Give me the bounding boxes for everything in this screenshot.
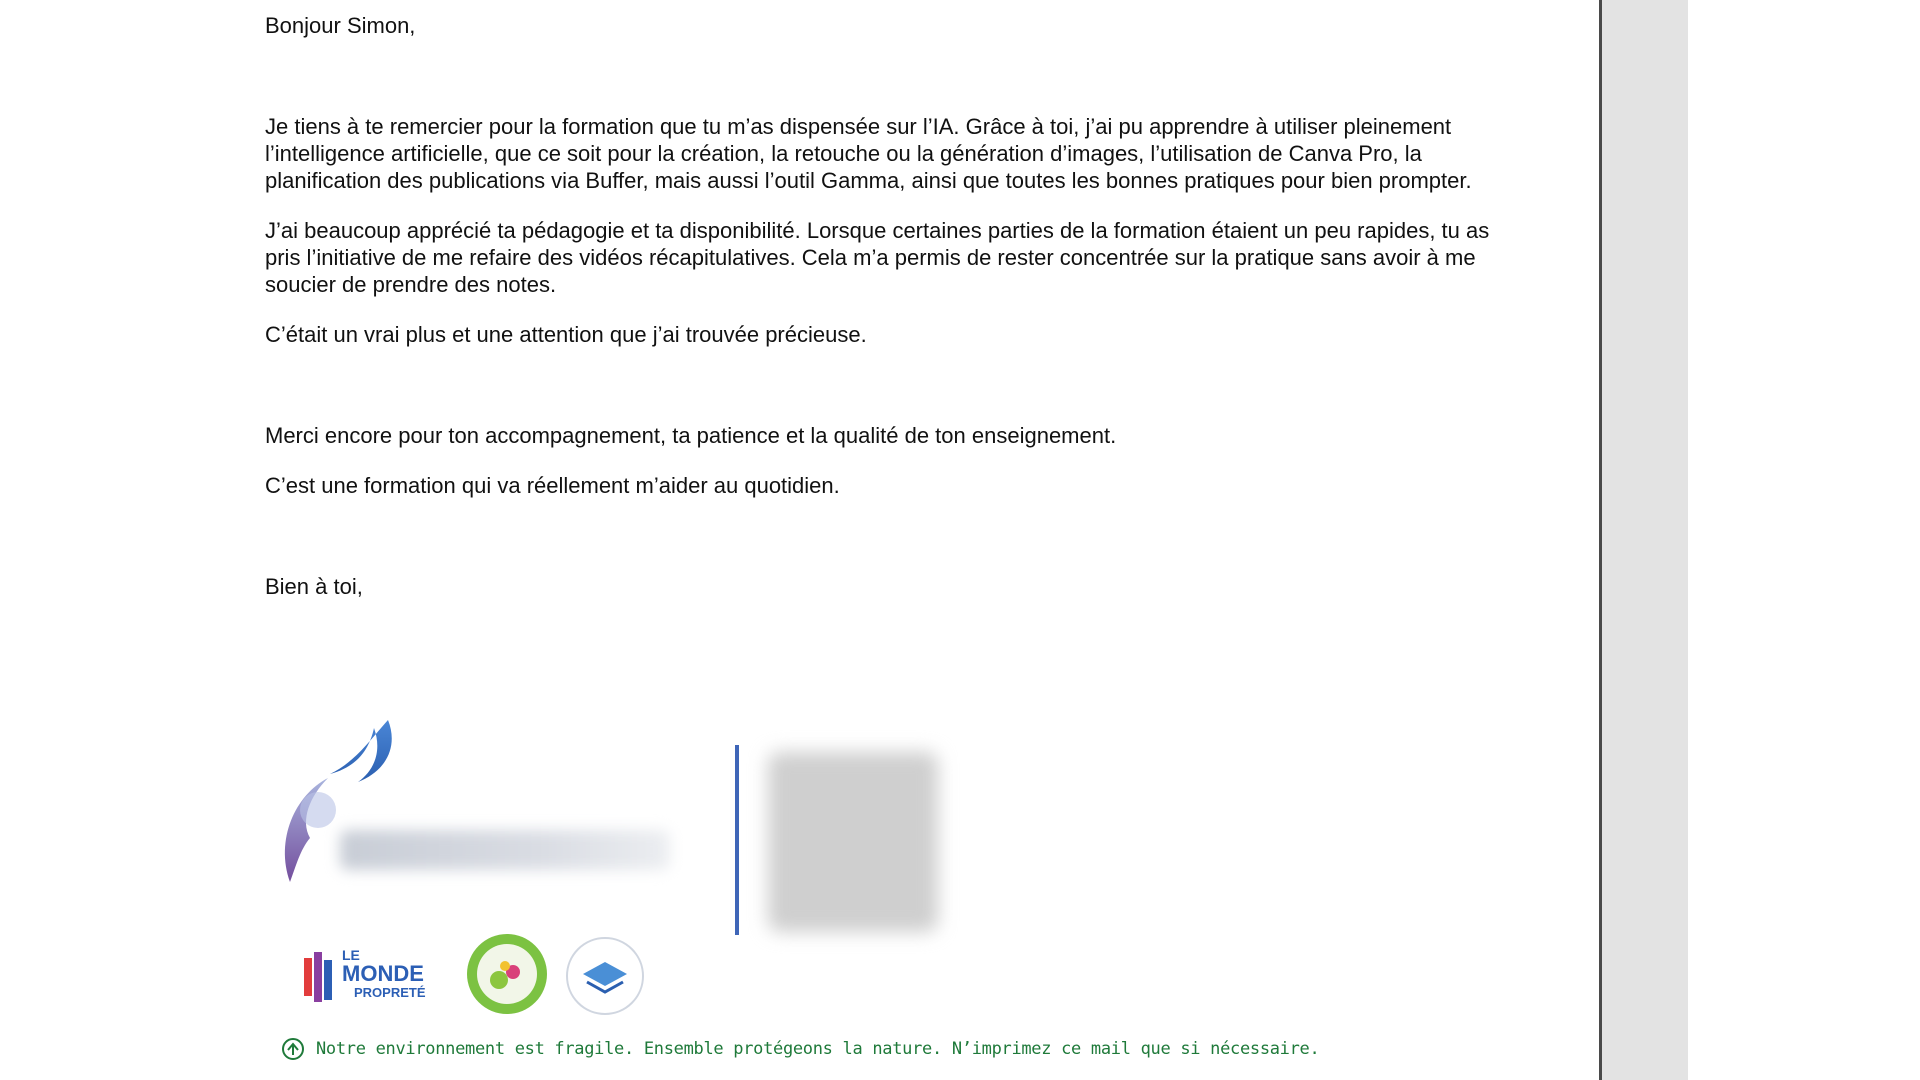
closing: Bien à toi,	[265, 574, 363, 599]
eco-notice-text: Notre environnement est fragile. Ensemble protégeons la nature. N’imprimez ce mail que si nécessaire.	[316, 1039, 1320, 1059]
badge-monde-text: MONDE	[342, 961, 424, 986]
certification-badges	[300, 930, 700, 1020]
green-label-badge-icon	[465, 932, 549, 1016]
paragraph-1: Je tiens à te remercier pour la formation que tu m’as dispensée sur l’IA. Grâce à toi, j’ai pu apprendre à utiliser pleinement l’intelligence artificielle, que ce soit pour la création, la retouche ou la génération d’images, l’utilisation de Canva Pro, la planification des publications via Buffer, mais aussi l’outil Gamma, ainsi que toutes les bonnes pratiques pour bien prompter.	[265, 114, 1472, 193]
email-signature	[270, 700, 970, 1020]
right-side-panel	[1599, 0, 1688, 1080]
badge-proprete-text: PROPRETÉ	[354, 985, 426, 1000]
qualiopi-badge-icon	[565, 936, 645, 1016]
email-body	[265, 12, 1515, 600]
blurred-company-name	[340, 830, 670, 870]
blurred-contact-info	[768, 752, 938, 932]
badge-le-text: LE	[342, 947, 360, 963]
outer-margin	[1688, 0, 1920, 1080]
paragraph-3: C’était un vrai plus et une attention que j’ai trouvée précieuse.	[265, 322, 867, 347]
recycle-globe-icon	[282, 1038, 304, 1060]
bird-logo-icon	[270, 700, 690, 920]
signature-divider	[735, 745, 739, 935]
greeting: Bonjour Simon,	[265, 13, 416, 38]
paragraph-2: J’ai beaucoup apprécié ta pédagogie et ta disponibilité. Lorsque certaines parties de la formation étaient un peu rapides, tu as pris l’initiative de me refaire des vidéos récapitulatives. Cela m’a permis de rester concentrée sur la pratique sans avoir à me soucier de prendre des notes.	[265, 218, 1490, 297]
paragraph-5: C’est une formation qui va réellement m’aider au quotidien.	[265, 473, 840, 498]
eco-notice	[282, 1038, 1319, 1060]
paragraph-4: Merci encore pour ton accompagnement, ta patience et la qualité de ton enseignement.	[265, 423, 1117, 448]
le-monde-proprete-logo-icon	[300, 940, 445, 1010]
company-logo	[270, 700, 690, 920]
